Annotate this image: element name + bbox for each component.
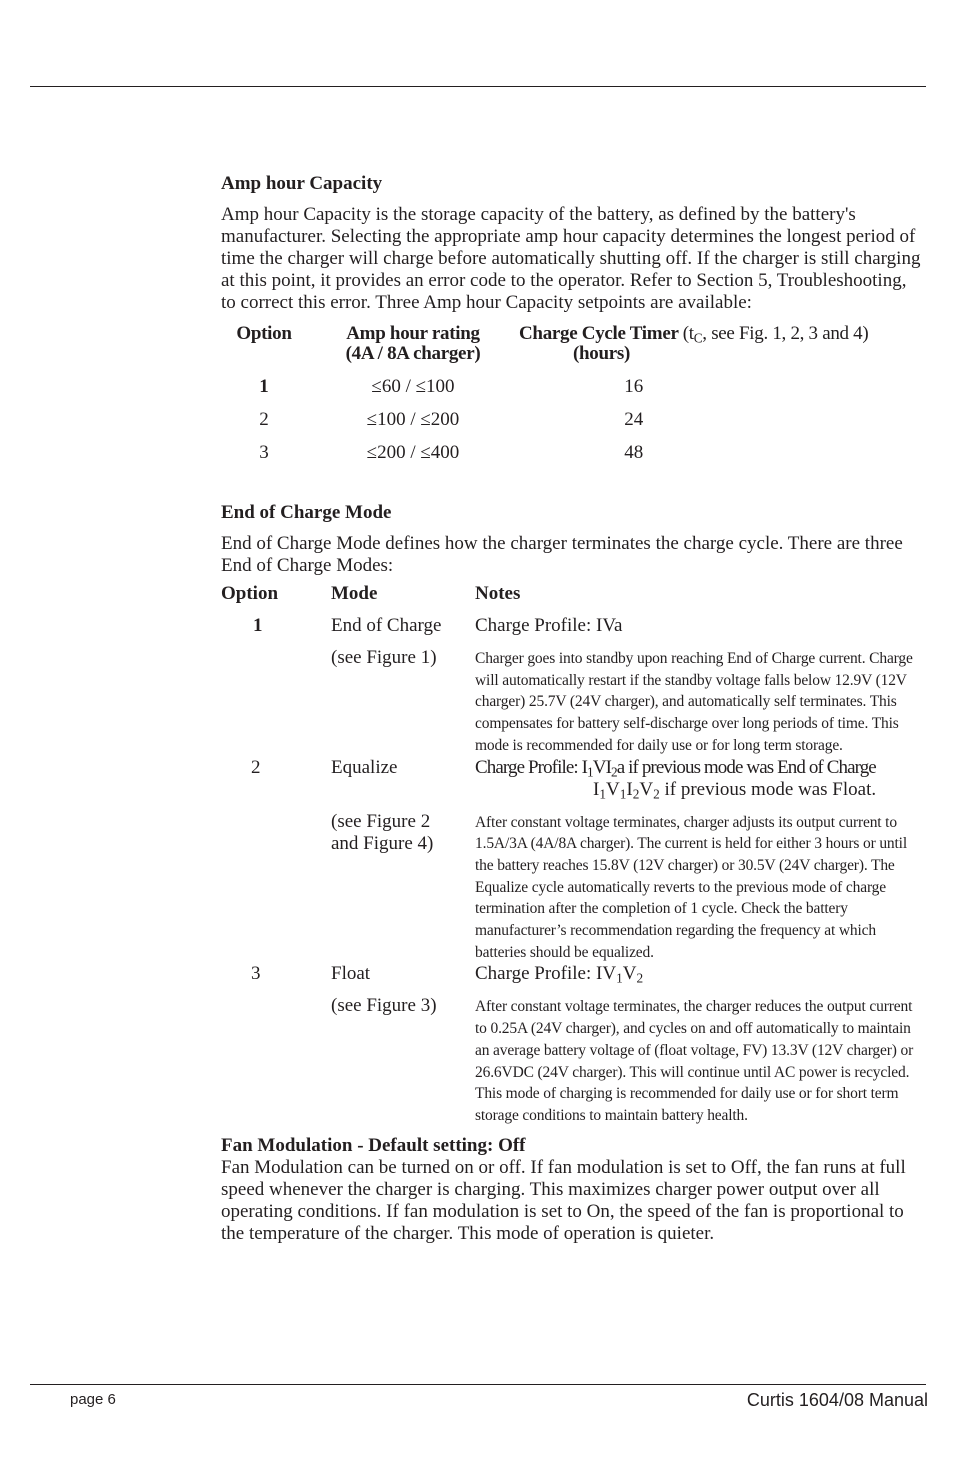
eoc-profile-text: VI	[592, 756, 612, 778]
eoc-profile-text: Charge Profile: IV	[475, 963, 617, 985]
eoc-option-empty	[221, 637, 331, 757]
eoc-see-line1: (see Figure 2	[331, 810, 431, 832]
eoc-profile-text: V	[622, 963, 637, 985]
fan-heading: Fan Modulation - Default setting: Off	[221, 1134, 526, 1156]
eoc-note: After constant voltage terminates, the charger reduces the output current to 0.25A (24V charger), and cycles on and off automatically to maintain an average battery voltage of (float voltage, FV) 13.3V (12V charger) or 26.6VDC (24V charger). This will continue until AC power is recycled. This mode of charging is recommended for daily use or for short term storage conditions to maintain battery health.	[475, 998, 914, 1124]
eoc-option-empty	[221, 801, 331, 964]
eoc-profile-text: V	[639, 778, 654, 800]
fan-modulation-section	[221, 1135, 921, 1245]
table-row	[221, 370, 868, 403]
eoc-profile-sub: 2	[611, 763, 617, 779]
amp-row-option: 2	[259, 408, 269, 430]
table-row	[221, 436, 868, 469]
eoc-profile	[475, 963, 921, 985]
amp-col-option	[221, 324, 307, 370]
eoc-profile-text: Charge Profile: I	[475, 756, 588, 778]
eoc-profile-text: I	[593, 778, 600, 800]
table-row	[221, 615, 921, 637]
eoc-option: 1	[253, 615, 263, 636]
header-rule	[30, 86, 926, 87]
amp-col-timer-line2: (hours)	[573, 343, 631, 364]
eoc-col-option: Option	[221, 583, 279, 604]
eoc-mode: Float	[331, 963, 371, 985]
eoc-table-header	[221, 583, 921, 615]
amp-col-timer-sub: C	[693, 330, 703, 346]
eoc-profile	[475, 757, 921, 801]
eoc-option: 2	[251, 756, 261, 778]
eoc-option-empty	[221, 985, 331, 1126]
amp-col-timer-paren-a: (t	[682, 323, 694, 344]
amp-col-option-label: Option	[236, 323, 292, 344]
page-content	[221, 172, 921, 1245]
table-row	[221, 757, 921, 801]
eoc-table	[221, 583, 921, 1127]
eoc-profile-text: V	[605, 778, 620, 800]
eoc-profile-sub: 1	[619, 785, 627, 801]
amp-hour-table	[221, 324, 868, 469]
footer-rule	[30, 1384, 926, 1385]
eoc-see: (see Figure 3)	[331, 995, 437, 1017]
amp-col-timer-paren-b: , see Fig. 1, 2, 3 and 4)	[702, 323, 869, 344]
amp-hour-section	[221, 172, 921, 469]
amp-row-rating: ≤60 / ≤100	[371, 375, 455, 397]
eoc-note: After constant voltage terminates, charger adjusts its output current to 1.5A/3A (4A/8A charger). The current is held for either 3 hours or until the battery reaches 15.8V (12V charger) or 30.5V (24V charger). The Equalize cycle automatically reverts to the previous mode of charge termination after the completion of 1 cycle. Check the battery manufacturer’s recommendation regarding the frequency at which batteries should be equalized.	[475, 813, 907, 961]
manual-title: Curtis 1604/08 Manual	[746, 1390, 928, 1410]
amp-row-rating: ≤100 / ≤200	[366, 408, 460, 430]
eoc-col-notes: Notes	[475, 583, 521, 604]
eoc-intro: End of Charge Mode defines how the charger terminates the charge cycle. There are three End of Charge Modes:	[221, 533, 903, 576]
amp-hour-heading: Amp hour Capacity	[221, 173, 383, 194]
table-row	[221, 637, 921, 757]
eoc-col-mode: Mode	[331, 583, 378, 604]
eoc-profile-sub: 1	[599, 785, 606, 801]
eoc-profile-text: a if previous mode was End of Charge	[616, 756, 876, 778]
eoc-profile-sub: 2	[636, 970, 644, 986]
end-of-charge-section	[221, 501, 921, 1127]
table-row	[221, 801, 921, 964]
amp-row-option: 3	[259, 441, 269, 463]
eoc-profile-sub: 1	[616, 970, 623, 986]
table-row	[221, 403, 868, 436]
page-number: page 6	[70, 1391, 116, 1408]
amp-col-timer	[519, 324, 868, 370]
eoc-profile: Charge Profile: IVa	[475, 615, 623, 636]
amp-table-header	[221, 324, 868, 370]
table-row	[221, 985, 921, 1126]
eoc-see: (see Figure 1)	[331, 647, 437, 668]
eoc-mode: End of Charge	[331, 615, 442, 636]
amp-row-hours: 16	[624, 375, 644, 397]
eoc-profile-text: I	[626, 778, 633, 800]
eoc-profile-line2	[475, 779, 921, 801]
amp-col-timer-title: Charge Cycle Timer	[519, 323, 679, 344]
eoc-profile-text: if previous mode was Float.	[659, 778, 877, 800]
eoc-profile-sub: 2	[632, 785, 640, 801]
amp-col-rating-line1: Amp hour rating	[346, 323, 480, 344]
eoc-note: Charger goes into standby upon reaching End of Charge current. Charge will automatically restart if the standby voltage falls below 12.9V (12V charger) 25.7V (24V charger), and automatically self terminates. This compensates for battery self-discharge over long periods of time. This mode is recommended for daily use or for long term storage.	[475, 650, 913, 754]
table-row	[221, 963, 921, 985]
eoc-profile-sub: 2	[653, 785, 660, 801]
amp-col-rating	[307, 324, 519, 370]
amp-row-rating: ≤200 / ≤400	[366, 441, 460, 463]
amp-col-rating-line2: (4A / 8A charger)	[345, 343, 481, 364]
eoc-profile-line1	[475, 757, 921, 779]
eoc-heading: End of Charge Mode	[221, 502, 392, 523]
eoc-profile-sub: 1	[587, 763, 593, 779]
amp-row-hours: 24	[624, 408, 644, 430]
eoc-mode: Equalize	[331, 756, 398, 778]
fan-body: Fan Modulation can be turned on or off. If fan modulation is set to Off, the fan runs at full speed whenever the charger is charging. This maximizes charger power output over all operating conditions. If fan modulation is set to On, the speed of the fan is proportional to the temperature of the charger. This mode of operation is quieter.	[221, 1156, 906, 1244]
amp-hour-intro: Amp hour Capacity is the storage capacity of the battery, as defined by the battery's manufacturer. Selecting the appropriate amp hour capacity determines the longest period of time the charger will charge before automatically shutting off. If the charger is still charging at this point, it provides an error code to the operator. Refer to Section 5, Troubleshooting, to correct this error. Three Amp hour Capacity setpoints are available:	[221, 204, 921, 313]
amp-row-hours: 48	[624, 441, 644, 463]
amp-col-timer-note	[683, 323, 869, 344]
amp-row-option: 1	[259, 375, 269, 397]
eoc-see-line2: and Figure 4)	[331, 832, 434, 854]
eoc-option: 3	[251, 963, 261, 985]
eoc-see	[331, 801, 475, 964]
